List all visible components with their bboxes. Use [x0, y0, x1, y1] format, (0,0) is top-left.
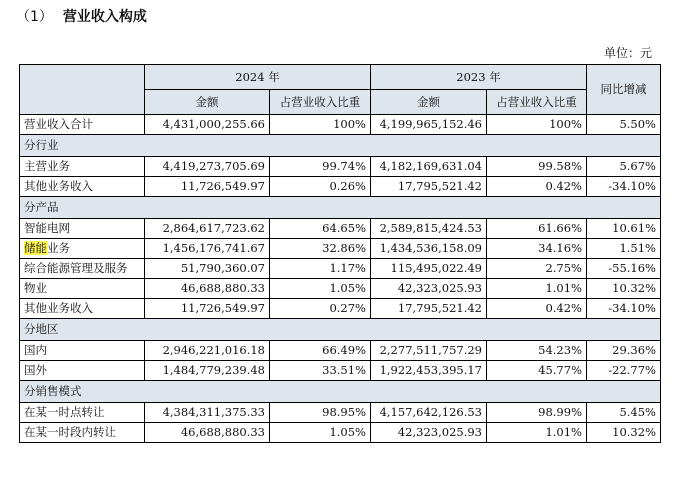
- section-heading: [16, 6, 147, 26]
- yoy-change: 5.45%: [587, 403, 661, 423]
- row-label: 国外: [20, 361, 145, 381]
- row-label: 营业收入合计: [20, 115, 145, 135]
- yoy-change: -22.77%: [587, 361, 661, 381]
- amount-2023: 2,589,815,424.53: [371, 219, 487, 239]
- yoy-change: -55.16%: [587, 259, 661, 279]
- amount-2024: 1,484,779,239.48: [145, 361, 270, 381]
- share-2024: 100%: [270, 115, 371, 135]
- amount-2024: 46,688,880.33: [145, 279, 270, 299]
- highlighted-text: 储能: [24, 241, 47, 255]
- share-2023: 2.75%: [487, 259, 587, 279]
- row-label: 其他业务收入: [20, 177, 145, 197]
- total-row: [20, 115, 661, 135]
- section-title: 分产品: [20, 197, 661, 219]
- amount-2023: 42,323,025.93: [371, 423, 487, 443]
- heading-title: 营业收入构成: [62, 9, 147, 25]
- share-2023: 0.42%: [487, 177, 587, 197]
- amount-2023: 17,795,521.42: [371, 299, 487, 319]
- row-label-rest: 业务: [47, 241, 70, 255]
- amount-2023: 4,199,965,152.46: [371, 115, 487, 135]
- amount-2024: 46,688,880.33: [145, 423, 270, 443]
- share-2024: 33.51%: [270, 361, 371, 381]
- section-row: [20, 319, 661, 341]
- share-2023: 98.99%: [487, 403, 587, 423]
- amount-2023: 1,434,536,158.09: [371, 239, 487, 259]
- table-row: [20, 157, 661, 177]
- heading-number: （1）: [16, 9, 53, 25]
- section-title: 分销售模式: [20, 381, 661, 403]
- row-label: [20, 239, 145, 259]
- row-label: 主营业务: [20, 157, 145, 177]
- share-2023: 99.58%: [487, 157, 587, 177]
- share-2024: 1.05%: [270, 423, 371, 443]
- table-row: [20, 423, 661, 443]
- row-label: 其他业务收入: [20, 299, 145, 319]
- share-2024: 66.49%: [270, 341, 371, 361]
- amount-2023: 115,495,022.49: [371, 259, 487, 279]
- amount-2023: 2,277,511,757.29: [371, 341, 487, 361]
- yoy-change: -34.10%: [587, 299, 661, 319]
- amount-2024: 4,431,000,255.66: [145, 115, 270, 135]
- yoy-change: 5.50%: [587, 115, 661, 135]
- revenue-table: [19, 64, 661, 443]
- share-2024: 0.26%: [270, 177, 371, 197]
- share-2024: 1.17%: [270, 259, 371, 279]
- amount-2024: 4,384,311,375.33: [145, 403, 270, 423]
- yoy-change: 5.67%: [587, 157, 661, 177]
- share-2023: 0.42%: [487, 299, 587, 319]
- yoy-change: 10.61%: [587, 219, 661, 239]
- amount-2023: 4,182,169,631.04: [371, 157, 487, 177]
- share-2023: 45.77%: [487, 361, 587, 381]
- section-title: 分行业: [20, 135, 661, 157]
- table-row: [20, 341, 661, 361]
- table-row: [20, 361, 661, 381]
- row-label: 智能电网: [20, 219, 145, 239]
- unit-label: 单位：元: [603, 46, 652, 60]
- row-label: 在某一时点转让: [20, 403, 145, 423]
- table-row: [20, 219, 661, 239]
- amount-2024: 4,419,273,705.69: [145, 157, 270, 177]
- amount-2024: 11,726,549.97: [145, 299, 270, 319]
- amount-2023: 1,922,453,395.17: [371, 361, 487, 381]
- yoy-change: 10.32%: [587, 279, 661, 299]
- share-2024: 0.27%: [270, 299, 371, 319]
- table-row: [20, 299, 661, 319]
- yoy-change: -34.10%: [587, 177, 661, 197]
- amount-2023: 17,795,521.42: [371, 177, 487, 197]
- amount-2024: 1,456,176,741.67: [145, 239, 270, 259]
- share-2024: 64.65%: [270, 219, 371, 239]
- row-label: 在某一时段内转让: [20, 423, 145, 443]
- share-2023: 100%: [487, 115, 587, 135]
- share-2024: 99.74%: [270, 157, 371, 177]
- header-share-2024: 占营业收入比重: [270, 90, 371, 115]
- share-2024: 1.05%: [270, 279, 371, 299]
- table-row: [20, 177, 661, 197]
- share-2023: 1.01%: [487, 423, 587, 443]
- amount-2024: 51,790,360.07: [145, 259, 270, 279]
- header-amount-2023: 金额: [371, 90, 487, 115]
- table-row: [20, 403, 661, 423]
- header-amount-2024: 金额: [145, 90, 270, 115]
- share-2023: 61.66%: [487, 219, 587, 239]
- yoy-change: 10.32%: [587, 423, 661, 443]
- row-label: 综合能源管理及服务: [20, 259, 145, 279]
- header-share-2023: 占营业收入比重: [487, 90, 587, 115]
- yoy-change: 1.51%: [587, 239, 661, 259]
- amount-2024: 2,864,617,723.62: [145, 219, 270, 239]
- yoy-change: 29.36%: [587, 341, 661, 361]
- header-year-2023: 2023 年: [371, 65, 587, 90]
- share-2023: 54.23%: [487, 341, 587, 361]
- table-row: [20, 259, 661, 279]
- row-label: 国内: [20, 341, 145, 361]
- amount-2023: 4,157,642,126.53: [371, 403, 487, 423]
- amount-2024: 2,946,221,016.18: [145, 341, 270, 361]
- table-row: [20, 239, 661, 259]
- row-label: 物业: [20, 279, 145, 299]
- amount-2023: 42,323,025.93: [371, 279, 487, 299]
- amount-2024: 11,726,549.97: [145, 177, 270, 197]
- share-2023: 1.01%: [487, 279, 587, 299]
- section-row: [20, 197, 661, 219]
- section-title: 分地区: [20, 319, 661, 341]
- header-year-2024: 2024 年: [145, 65, 371, 90]
- header-row-years: [20, 65, 661, 90]
- share-2024: 32.86%: [270, 239, 371, 259]
- table-row: [20, 279, 661, 299]
- header-blank: [20, 65, 145, 115]
- share-2024: 98.95%: [270, 403, 371, 423]
- header-yoy: 同比增减: [587, 65, 661, 115]
- section-row: [20, 381, 661, 403]
- section-row: [20, 135, 661, 157]
- share-2023: 34.16%: [487, 239, 587, 259]
